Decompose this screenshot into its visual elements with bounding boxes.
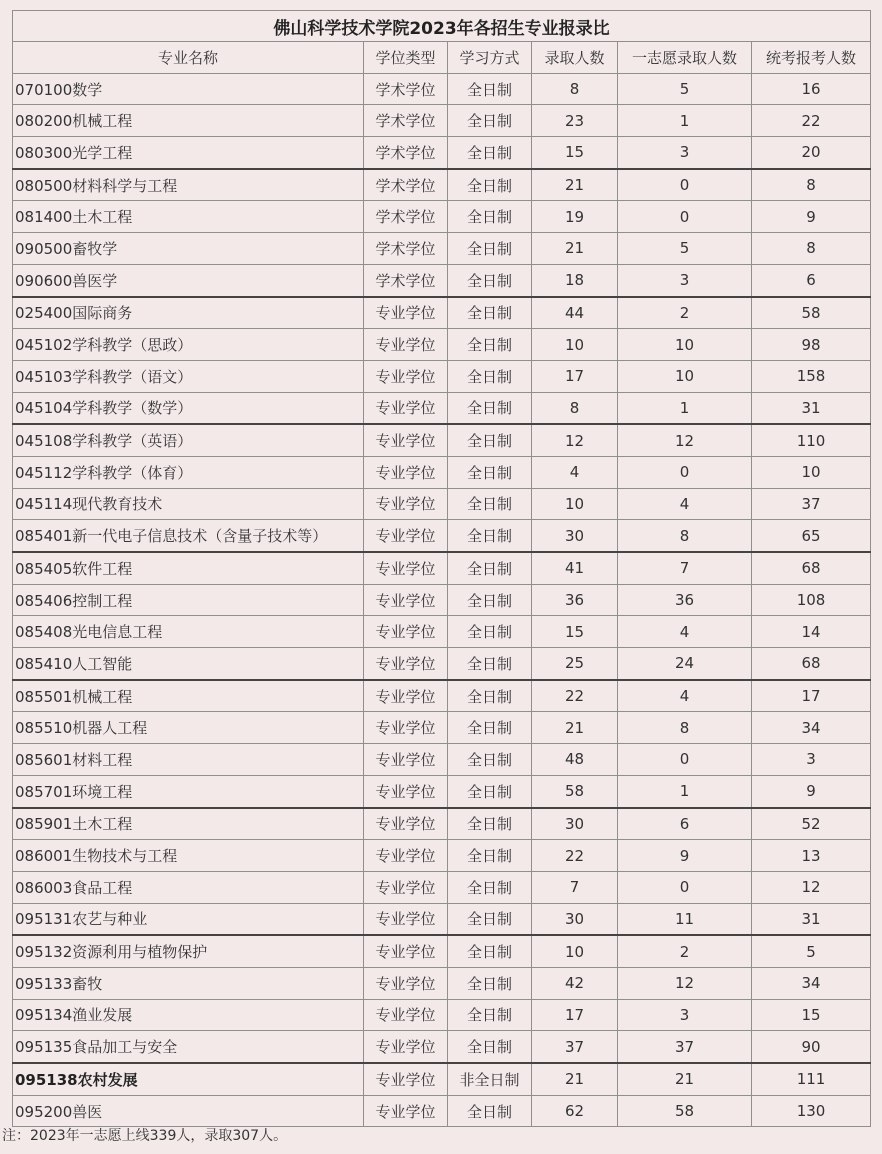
major-name-cell: 085405软件工程 [13, 552, 364, 584]
degree-type-cell: 专业学位 [364, 520, 448, 552]
first-choice-count-cell: 0 [618, 871, 752, 903]
table-row [13, 712, 871, 744]
degree-type-cell: 专业学位 [364, 903, 448, 935]
major-name-cell: 090600兽医学 [13, 264, 364, 296]
degree-type-cell: 学术学位 [364, 105, 448, 137]
degree-type-cell: 专业学位 [364, 584, 448, 616]
study-mode-cell: 全日制 [448, 744, 532, 776]
table-row [13, 648, 871, 680]
major-name-cell: 080200机械工程 [13, 105, 364, 137]
header-major-name: 专业名称 [13, 42, 364, 74]
admission-ratio-table [12, 10, 871, 1127]
admitted-count-cell: 8 [532, 73, 618, 105]
study-mode-cell: 全日制 [448, 360, 532, 392]
study-mode-cell: 全日制 [448, 1031, 532, 1063]
footnote: 注：2023年一志愿上线339人，录取307人。 [2, 1128, 288, 1144]
degree-type-cell: 专业学位 [364, 424, 448, 456]
admitted-count-cell: 10 [532, 488, 618, 520]
major-name-cell: 085501机械工程 [13, 680, 364, 712]
study-mode-cell: 全日制 [448, 775, 532, 807]
applicant-count-cell: 20 [752, 137, 871, 169]
table-row [13, 329, 871, 361]
table-row [13, 808, 871, 840]
header-admitted-count: 录取人数 [532, 42, 618, 74]
table-title: 佛山科学技术学院2023年各招生专业报录比 [13, 11, 871, 42]
study-mode-cell: 非全日制 [448, 1063, 532, 1095]
applicant-count-cell: 108 [752, 584, 871, 616]
admitted-count-cell: 7 [532, 871, 618, 903]
admitted-count-cell: 25 [532, 648, 618, 680]
applicant-count-cell: 17 [752, 680, 871, 712]
first-choice-count-cell: 4 [618, 488, 752, 520]
applicant-count-cell: 90 [752, 1031, 871, 1063]
admitted-count-cell: 58 [532, 775, 618, 807]
major-name-cell: 095131农艺与种业 [13, 903, 364, 935]
table-row [13, 297, 871, 329]
table-body [13, 73, 871, 1127]
applicant-count-cell: 8 [752, 169, 871, 201]
degree-type-cell: 专业学位 [364, 967, 448, 999]
admitted-count-cell: 12 [532, 424, 618, 456]
study-mode-cell: 全日制 [448, 201, 532, 233]
first-choice-count-cell: 4 [618, 680, 752, 712]
table-row [13, 744, 871, 776]
table-row [13, 520, 871, 552]
admitted-count-cell: 10 [532, 329, 618, 361]
applicant-count-cell: 16 [752, 73, 871, 105]
header-row [13, 42, 871, 74]
applicant-count-cell: 3 [752, 744, 871, 776]
study-mode-cell: 全日制 [448, 808, 532, 840]
table-row [13, 105, 871, 137]
admitted-count-cell: 17 [532, 360, 618, 392]
study-mode-cell: 全日制 [448, 871, 532, 903]
applicant-count-cell: 9 [752, 201, 871, 233]
study-mode-cell: 全日制 [448, 648, 532, 680]
first-choice-count-cell: 8 [618, 712, 752, 744]
table-row [13, 1063, 871, 1095]
table-row [13, 264, 871, 296]
study-mode-cell: 全日制 [448, 264, 532, 296]
degree-type-cell: 专业学位 [364, 488, 448, 520]
applicant-count-cell: 65 [752, 520, 871, 552]
degree-type-cell: 专业学位 [364, 999, 448, 1031]
study-mode-cell: 全日制 [448, 488, 532, 520]
degree-type-cell: 专业学位 [364, 1095, 448, 1127]
study-mode-cell: 全日制 [448, 169, 532, 201]
degree-type-cell: 专业学位 [364, 1063, 448, 1095]
admitted-count-cell: 21 [532, 1063, 618, 1095]
study-mode-cell: 全日制 [448, 967, 532, 999]
admitted-count-cell: 30 [532, 520, 618, 552]
major-name-cell: 095138农村发展 [13, 1063, 364, 1095]
major-name-cell: 080500材料科学与工程 [13, 169, 364, 201]
degree-type-cell: 学术学位 [364, 73, 448, 105]
major-name-cell: 085406控制工程 [13, 584, 364, 616]
degree-type-cell: 专业学位 [364, 1031, 448, 1063]
major-name-cell: 090500畜牧学 [13, 233, 364, 265]
applicant-count-cell: 31 [752, 903, 871, 935]
applicant-count-cell: 8 [752, 233, 871, 265]
study-mode-cell: 全日制 [448, 999, 532, 1031]
first-choice-count-cell: 0 [618, 744, 752, 776]
applicant-count-cell: 37 [752, 488, 871, 520]
first-choice-count-cell: 3 [618, 999, 752, 1031]
major-name-cell: 095132资源利用与植物保护 [13, 935, 364, 967]
major-name-cell: 085901土木工程 [13, 808, 364, 840]
study-mode-cell: 全日制 [448, 712, 532, 744]
applicant-count-cell: 34 [752, 967, 871, 999]
degree-type-cell: 专业学位 [364, 552, 448, 584]
first-choice-count-cell: 10 [618, 329, 752, 361]
study-mode-cell: 全日制 [448, 424, 532, 456]
first-choice-count-cell: 4 [618, 616, 752, 648]
applicant-count-cell: 34 [752, 712, 871, 744]
degree-type-cell: 专业学位 [364, 648, 448, 680]
study-mode-cell: 全日制 [448, 903, 532, 935]
study-mode-cell: 全日制 [448, 329, 532, 361]
admitted-count-cell: 21 [532, 169, 618, 201]
admitted-count-cell: 18 [532, 264, 618, 296]
degree-type-cell: 专业学位 [364, 616, 448, 648]
first-choice-count-cell: 1 [618, 105, 752, 137]
applicant-count-cell: 68 [752, 648, 871, 680]
applicant-count-cell: 111 [752, 1063, 871, 1095]
table-row [13, 903, 871, 935]
table-row [13, 967, 871, 999]
admitted-count-cell: 4 [532, 456, 618, 488]
major-name-cell: 025400国际商务 [13, 297, 364, 329]
degree-type-cell: 专业学位 [364, 712, 448, 744]
applicant-count-cell: 130 [752, 1095, 871, 1127]
degree-type-cell: 专业学位 [364, 392, 448, 424]
study-mode-cell: 全日制 [448, 840, 532, 872]
major-name-cell: 086001生物技术与工程 [13, 840, 364, 872]
major-name-cell: 085401新一代电子信息技术（含量子技术等） [13, 520, 364, 552]
first-choice-count-cell: 2 [618, 935, 752, 967]
table-row [13, 169, 871, 201]
table-row [13, 999, 871, 1031]
first-choice-count-cell: 58 [618, 1095, 752, 1127]
applicant-count-cell: 14 [752, 616, 871, 648]
admitted-count-cell: 37 [532, 1031, 618, 1063]
degree-type-cell: 专业学位 [364, 680, 448, 712]
degree-type-cell: 专业学位 [364, 329, 448, 361]
admitted-count-cell: 44 [532, 297, 618, 329]
first-choice-count-cell: 9 [618, 840, 752, 872]
applicant-count-cell: 58 [752, 297, 871, 329]
admitted-count-cell: 30 [532, 808, 618, 840]
table-row [13, 775, 871, 807]
major-name-cell: 095134渔业发展 [13, 999, 364, 1031]
degree-type-cell: 专业学位 [364, 871, 448, 903]
first-choice-count-cell: 0 [618, 201, 752, 233]
study-mode-cell: 全日制 [448, 520, 532, 552]
table-row [13, 1031, 871, 1063]
study-mode-cell: 全日制 [448, 1095, 532, 1127]
admitted-count-cell: 22 [532, 840, 618, 872]
table-row [13, 424, 871, 456]
first-choice-count-cell: 0 [618, 169, 752, 201]
applicant-count-cell: 6 [752, 264, 871, 296]
table-row [13, 584, 871, 616]
table-row [13, 488, 871, 520]
study-mode-cell: 全日制 [448, 935, 532, 967]
first-choice-count-cell: 3 [618, 264, 752, 296]
admitted-count-cell: 21 [532, 712, 618, 744]
applicant-count-cell: 13 [752, 840, 871, 872]
applicant-count-cell: 158 [752, 360, 871, 392]
admitted-count-cell: 23 [532, 105, 618, 137]
degree-type-cell: 学术学位 [364, 233, 448, 265]
applicant-count-cell: 12 [752, 871, 871, 903]
major-name-cell: 085701环境工程 [13, 775, 364, 807]
degree-type-cell: 学术学位 [364, 201, 448, 233]
applicant-count-cell: 31 [752, 392, 871, 424]
table-row [13, 137, 871, 169]
first-choice-count-cell: 2 [618, 297, 752, 329]
study-mode-cell: 全日制 [448, 73, 532, 105]
table-row [13, 871, 871, 903]
table-row [13, 935, 871, 967]
table-row [13, 233, 871, 265]
major-name-cell: 045104学科教学（数学） [13, 392, 364, 424]
table-row [13, 201, 871, 233]
admitted-count-cell: 10 [532, 935, 618, 967]
applicant-count-cell: 98 [752, 329, 871, 361]
header-degree-type: 学位类型 [364, 42, 448, 74]
study-mode-cell: 全日制 [448, 680, 532, 712]
table-row [13, 392, 871, 424]
applicant-count-cell: 15 [752, 999, 871, 1031]
table-row [13, 1095, 871, 1127]
degree-type-cell: 学术学位 [364, 169, 448, 201]
first-choice-count-cell: 5 [618, 233, 752, 265]
title-row [13, 11, 871, 42]
study-mode-cell: 全日制 [448, 105, 532, 137]
first-choice-count-cell: 12 [618, 967, 752, 999]
study-mode-cell: 全日制 [448, 552, 532, 584]
major-name-cell: 086003食品工程 [13, 871, 364, 903]
applicant-count-cell: 10 [752, 456, 871, 488]
first-choice-count-cell: 8 [618, 520, 752, 552]
major-name-cell: 085410人工智能 [13, 648, 364, 680]
admitted-count-cell: 41 [532, 552, 618, 584]
table-row [13, 840, 871, 872]
major-name-cell: 095133畜牧 [13, 967, 364, 999]
applicant-count-cell: 9 [752, 775, 871, 807]
table-row [13, 680, 871, 712]
first-choice-count-cell: 3 [618, 137, 752, 169]
major-name-cell: 045114现代教育技术 [13, 488, 364, 520]
admitted-count-cell: 8 [532, 392, 618, 424]
admitted-count-cell: 15 [532, 616, 618, 648]
first-choice-count-cell: 21 [618, 1063, 752, 1095]
header-applicant-count: 统考报考人数 [752, 42, 871, 74]
admitted-count-cell: 19 [532, 201, 618, 233]
major-name-cell: 095200兽医 [13, 1095, 364, 1127]
major-name-cell: 095135食品加工与安全 [13, 1031, 364, 1063]
first-choice-count-cell: 12 [618, 424, 752, 456]
degree-type-cell: 专业学位 [364, 775, 448, 807]
table-row [13, 616, 871, 648]
study-mode-cell: 全日制 [448, 456, 532, 488]
major-name-cell: 085510机器人工程 [13, 712, 364, 744]
header-first-choice-count: 一志愿录取人数 [618, 42, 752, 74]
study-mode-cell: 全日制 [448, 616, 532, 648]
admitted-count-cell: 36 [532, 584, 618, 616]
applicant-count-cell: 68 [752, 552, 871, 584]
first-choice-count-cell: 36 [618, 584, 752, 616]
degree-type-cell: 专业学位 [364, 297, 448, 329]
major-name-cell: 070100数学 [13, 73, 364, 105]
major-name-cell: 045102学科教学（思政） [13, 329, 364, 361]
degree-type-cell: 专业学位 [364, 808, 448, 840]
admitted-count-cell: 15 [532, 137, 618, 169]
major-name-cell: 081400土木工程 [13, 201, 364, 233]
study-mode-cell: 全日制 [448, 584, 532, 616]
first-choice-count-cell: 24 [618, 648, 752, 680]
major-name-cell: 080300光学工程 [13, 137, 364, 169]
applicant-count-cell: 5 [752, 935, 871, 967]
first-choice-count-cell: 10 [618, 360, 752, 392]
first-choice-count-cell: 37 [618, 1031, 752, 1063]
study-mode-cell: 全日制 [448, 392, 532, 424]
study-mode-cell: 全日制 [448, 297, 532, 329]
admitted-count-cell: 30 [532, 903, 618, 935]
table-row [13, 73, 871, 105]
applicant-count-cell: 110 [752, 424, 871, 456]
first-choice-count-cell: 11 [618, 903, 752, 935]
major-name-cell: 045112学科教学（体育） [13, 456, 364, 488]
study-mode-cell: 全日制 [448, 137, 532, 169]
table-row [13, 456, 871, 488]
degree-type-cell: 学术学位 [364, 137, 448, 169]
degree-type-cell: 学术学位 [364, 264, 448, 296]
degree-type-cell: 专业学位 [364, 456, 448, 488]
major-name-cell: 085601材料工程 [13, 744, 364, 776]
header-study-mode: 学习方式 [448, 42, 532, 74]
major-name-cell: 045103学科教学（语文） [13, 360, 364, 392]
admitted-count-cell: 42 [532, 967, 618, 999]
admitted-count-cell: 22 [532, 680, 618, 712]
major-name-cell: 085408光电信息工程 [13, 616, 364, 648]
applicant-count-cell: 52 [752, 808, 871, 840]
admitted-count-cell: 17 [532, 999, 618, 1031]
first-choice-count-cell: 7 [618, 552, 752, 584]
first-choice-count-cell: 6 [618, 808, 752, 840]
study-mode-cell: 全日制 [448, 233, 532, 265]
degree-type-cell: 专业学位 [364, 744, 448, 776]
admission-table-container [12, 10, 870, 1127]
degree-type-cell: 专业学位 [364, 360, 448, 392]
first-choice-count-cell: 1 [618, 392, 752, 424]
major-name-cell: 045108学科教学（英语） [13, 424, 364, 456]
first-choice-count-cell: 1 [618, 775, 752, 807]
degree-type-cell: 专业学位 [364, 935, 448, 967]
table-row [13, 360, 871, 392]
admitted-count-cell: 21 [532, 233, 618, 265]
applicant-count-cell: 22 [752, 105, 871, 137]
admitted-count-cell: 62 [532, 1095, 618, 1127]
admitted-count-cell: 48 [532, 744, 618, 776]
table-row [13, 552, 871, 584]
first-choice-count-cell: 0 [618, 456, 752, 488]
first-choice-count-cell: 5 [618, 73, 752, 105]
degree-type-cell: 专业学位 [364, 840, 448, 872]
